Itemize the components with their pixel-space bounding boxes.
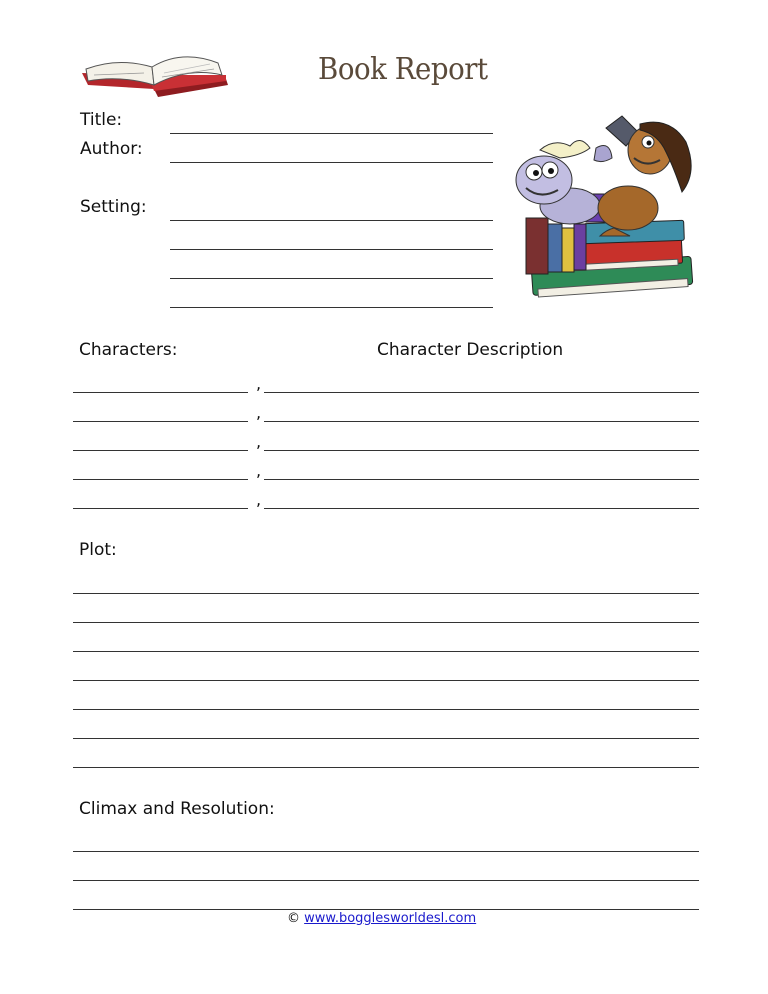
character-description-line[interactable] — [264, 508, 699, 509]
comma-separator: , — [256, 403, 262, 422]
page-title: Book Report — [318, 52, 488, 87]
comma-separator: , — [256, 461, 262, 480]
character-name-line[interactable] — [73, 508, 248, 509]
climax-line[interactable] — [73, 880, 699, 881]
setting-line[interactable] — [170, 278, 493, 279]
copyright-symbol: © — [287, 911, 300, 926]
plot-line[interactable] — [73, 622, 699, 623]
climax-line[interactable] — [73, 851, 699, 852]
author-label: Author: — [80, 139, 143, 159]
setting-label: Setting: — [80, 197, 147, 217]
character-description-line[interactable] — [264, 392, 699, 393]
plot-line[interactable] — [73, 767, 699, 768]
setting-line[interactable] — [170, 220, 493, 221]
character-description-line[interactable] — [264, 421, 699, 422]
title-line[interactable] — [170, 133, 493, 134]
author-line[interactable] — [170, 162, 493, 163]
plot-line[interactable] — [73, 738, 699, 739]
setting-line[interactable] — [170, 307, 493, 308]
climax-line[interactable] — [73, 909, 699, 910]
comma-separator: , — [256, 432, 262, 451]
character-name-line[interactable] — [73, 450, 248, 451]
comma-separator: , — [256, 490, 262, 509]
climax-resolution-label: Climax and Resolution: — [79, 799, 275, 819]
plot-line[interactable] — [73, 651, 699, 652]
setting-line[interactable] — [170, 249, 493, 250]
character-name-line[interactable] — [73, 479, 248, 480]
character-name-line[interactable] — [73, 392, 248, 393]
plot-line[interactable] — [73, 593, 699, 594]
footer — [287, 911, 476, 926]
characters-label: Characters: — [79, 340, 178, 360]
character-name-line[interactable] — [73, 421, 248, 422]
open-book-icon — [78, 45, 230, 99]
character-description-line[interactable] — [264, 450, 699, 451]
comma-separator: , — [256, 374, 262, 393]
plot-label: Plot: — [79, 540, 117, 560]
website-link[interactable]: www.bogglesworldesl.com — [304, 911, 477, 926]
plot-line[interactable] — [73, 680, 699, 681]
character-description-line[interactable] — [264, 479, 699, 480]
character-description-label: Character Description — [377, 340, 564, 360]
plot-line[interactable] — [73, 709, 699, 710]
title-label: Title: — [80, 110, 123, 130]
dragons-on-books-illustration — [510, 112, 700, 307]
